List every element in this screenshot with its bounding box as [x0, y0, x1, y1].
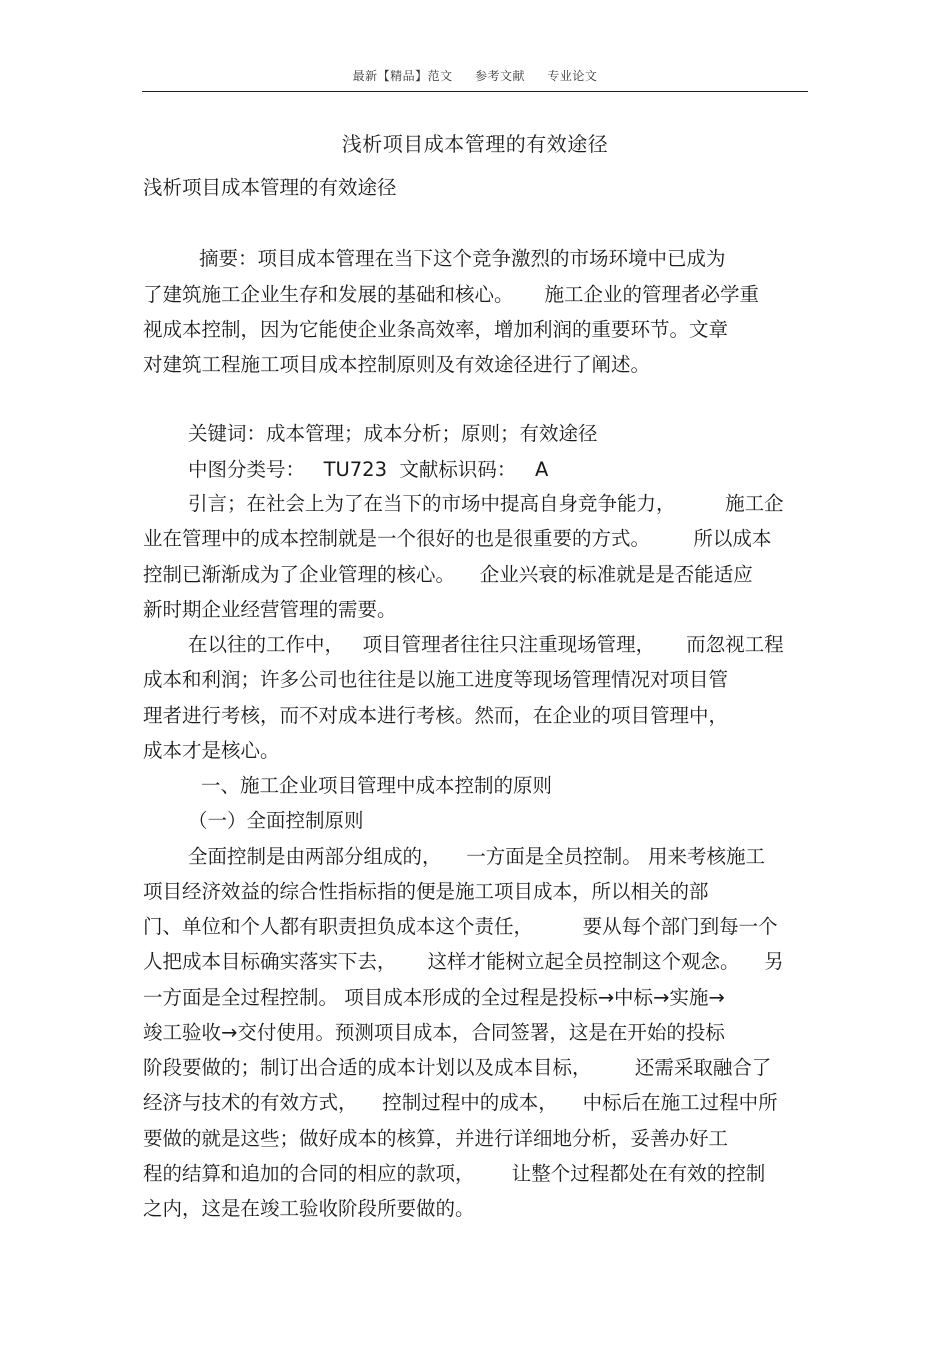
body-line: 程的结算和追加的合同的相应的款项， 让整个过程都处在有效的控制 — [143, 1162, 766, 1185]
body-line: 在以往的工作中， 项目管理者往往只注重现场管理， 而忽视工程 — [188, 633, 784, 656]
keywords-line: 关键词：成本管理；成本分析；原则；有效途径 — [188, 422, 598, 445]
header-item-fanwen: 最新【精品】范文 — [352, 69, 453, 83]
body-line: 项目经济效益的综合性指标指的便是施工项目成本，所以相关的部 — [143, 880, 709, 903]
subsection-heading: （一）全面控制原则 — [188, 809, 364, 832]
header-item-cankao: 参考文献 — [474, 69, 525, 83]
body-line: 阶段要做的；制订出合适的成本计划以及成本目标， 还需采取融合了 — [143, 1056, 772, 1079]
body-line: 业在管理中的成本控制就是一个很好的也是很重要的方式。 所以成本 — [143, 527, 772, 550]
body-line: 成本才是核心。 — [143, 739, 280, 762]
body-line: 竣工验收→交付使用。预测项目成本，合同签署，这是在开始的投标 — [143, 1021, 725, 1044]
body-line: 成本和利润；许多公司也往往是以施工进度等现场管理情况对项目管 — [143, 668, 729, 691]
body-line: 全面控制是由两部分组成的， 一方面是全员控制。 用来考核施工 — [188, 845, 765, 868]
body-line: 一方面是全过程控制。 项目成本形成的全过程是投标→中标→实施→ — [143, 986, 725, 1009]
body-line: 门、单位和个人都有职责担负成本这个责任， 要从每个部门到每一个 — [143, 915, 778, 938]
header-rule — [142, 91, 808, 92]
body-line: 人把成本目标确实落实下去， 这样才能树立起全员控制这个观念。 另 — [143, 950, 784, 973]
body-line: 新时期企业经营管理的需要。 — [143, 598, 397, 621]
body-line: 要做的就是这些；做好成本的核算，并进行详细地分析，妥善办好工 — [143, 1127, 729, 1150]
abstract-line: 摘要：项目成本管理在当下这个竞争激烈的市场环境中已成为 — [199, 247, 726, 270]
section-heading: 一、施工企业项目管理中成本控制的原则 — [201, 774, 553, 797]
header-item-lunwen: 专业论文 — [547, 69, 598, 83]
subtitle-line: 浅析项目成本管理的有效途径 — [143, 176, 397, 199]
body-line: 之内，这是在竣工验收阶段所要做的。 — [143, 1197, 475, 1220]
abstract-line: 视成本控制，因为它能使企业条高效率，增加利润的重要环节。文章 — [143, 318, 729, 341]
abstract-line: 对建筑工程施工项目成本控制原则及有效途径进行了阐述。 — [143, 353, 651, 376]
body-line: 经济与技术的有效方式， 控制过程中的成本， 中标后在施工过程中所 — [143, 1091, 778, 1114]
page-title: 浅析项目成本管理的有效途径 — [341, 132, 609, 156]
page-header — [0, 67, 950, 84]
body-line: 控制已渐渐成为了企业管理的核心。 企业兴衰的标准就是是否能适应 — [143, 563, 753, 586]
body-line: 理者进行考核，而不对成本进行考核。然而，在企业的项目管理中， — [143, 704, 729, 727]
classification-line: 中图分类号： TU723 文献标识码： A — [188, 458, 549, 481]
body-line: 引言；在社会上为了在当下的市场中提高自身竞争能力， 施工企 — [188, 492, 784, 515]
abstract-line: 了建筑施工企业生存和发展的基础和核心。 施工企业的管理者必学重 — [143, 283, 759, 306]
